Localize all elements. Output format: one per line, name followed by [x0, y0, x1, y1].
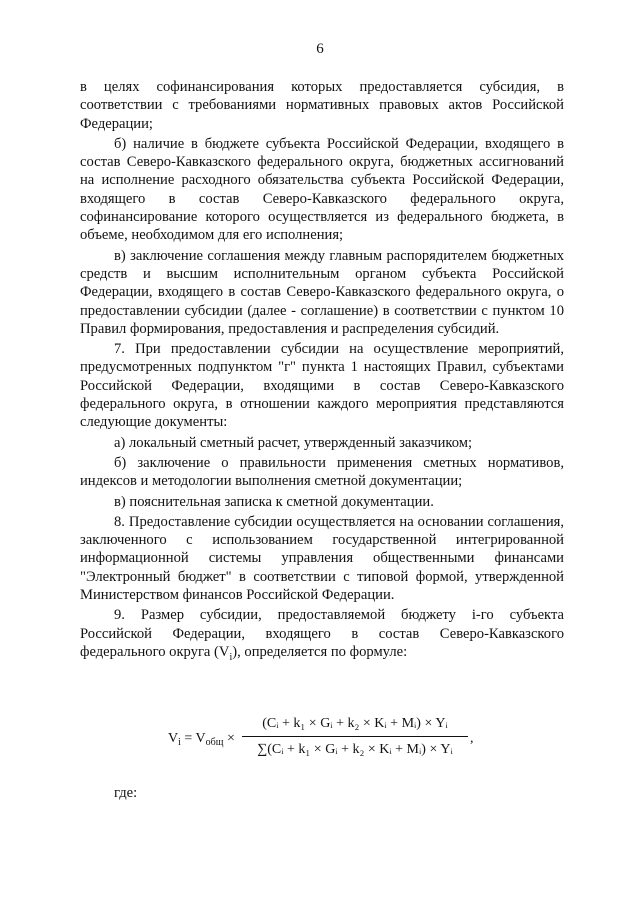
body-text — [80, 78, 564, 667]
page-number: 6 — [316, 41, 324, 57]
subsidy-formula — [168, 714, 478, 770]
formula-denominator: ∑(Cᵢ + k₁ × Gᵢ + k₂ × Kᵢ + Mᵢ) × Yᵢ — [257, 742, 453, 757]
formula-lhs-var: V — [168, 731, 179, 746]
formula-lhs — [168, 730, 235, 752]
formula-times: × — [223, 731, 235, 746]
fraction-bar — [242, 736, 468, 737]
formula-total-sub: общ — [205, 737, 224, 748]
paragraph-7b: б) заключение о правильности применения сметных нормативов, индексов и методологии выполнения сметной документации; — [80, 454, 564, 490]
paragraph-continuation: в целях софинансирования которых предоставляется субсидия, в соответствии с требованиями нормативных правовых актов Российской Федерации; — [80, 79, 564, 132]
formula-fraction — [242, 714, 468, 761]
paragraph-7v: в) пояснительная записка к сметной документации. — [114, 493, 434, 510]
paragraph-8: 8. Предоставление субсидии осуществляется на основании соглашения, заключенного с использованием государственной интегрированной информационной системы управления общественными финансами "Электронный бюджет" в соответствии с типовой формой, утвержденной Министерством финансов Российской Федерации. — [80, 513, 564, 604]
formula-lhs-sub: i — [178, 737, 181, 748]
paragraph-9: 9. Размер субсидии, предоставляемой бюджету i-го субъекта Российской Федерации, входящего в состав Северо-Кавказского федерального округа $(V_i)$, определяется по формуле: — [80, 607, 564, 663]
paragraph-7: 7. При предоставлении субсидии на осуществление мероприятий, предусмотренных подпунктом "г" пункта 1 настоящих Правил, субъектами Российской Федерации, входящими в состав Северо-Кавказского федерального округа, в отношении каждого мероприятия представляются следующие документы: — [80, 341, 564, 431]
paragraph-item-b: б) наличие в бюджете субъекта Российской Федерации, входящего в состав Северо-Кавказского федерального округа, бюджетных ассигнований на исполнение расходного обязательства субъекта Российской Федерации, входящего в состав Северо-Кавказского федерального округа, софинансирование которого осуществляется из федерального бюджета, в объеме, необходимом для его исполнения; — [80, 135, 564, 244]
paragraph-item-v: в) заключение соглашения между главным распорядителем бюджетных средств и высшим исполнительным органом субъекта Российской Федерации, входящего в состав Северо-Кавказского федерального округа, о предоставлении субсидии (далее - соглашение) в соответствии с пунктом 10 Правил формирования, предоставления и распределения субсидий. — [80, 247, 564, 337]
where-label: где: — [114, 785, 138, 801]
formula-trailing-comma: , — [470, 731, 474, 746]
formula-equals: = V — [180, 731, 206, 746]
paragraph-7a: а) локальный сметный расчет, утвержденный заказчиком; — [114, 434, 473, 451]
formula-numerator: (Cᵢ + k₁ × Gᵢ + k₂ × Kᵢ + Mᵢ) × Yᵢ — [262, 716, 448, 731]
